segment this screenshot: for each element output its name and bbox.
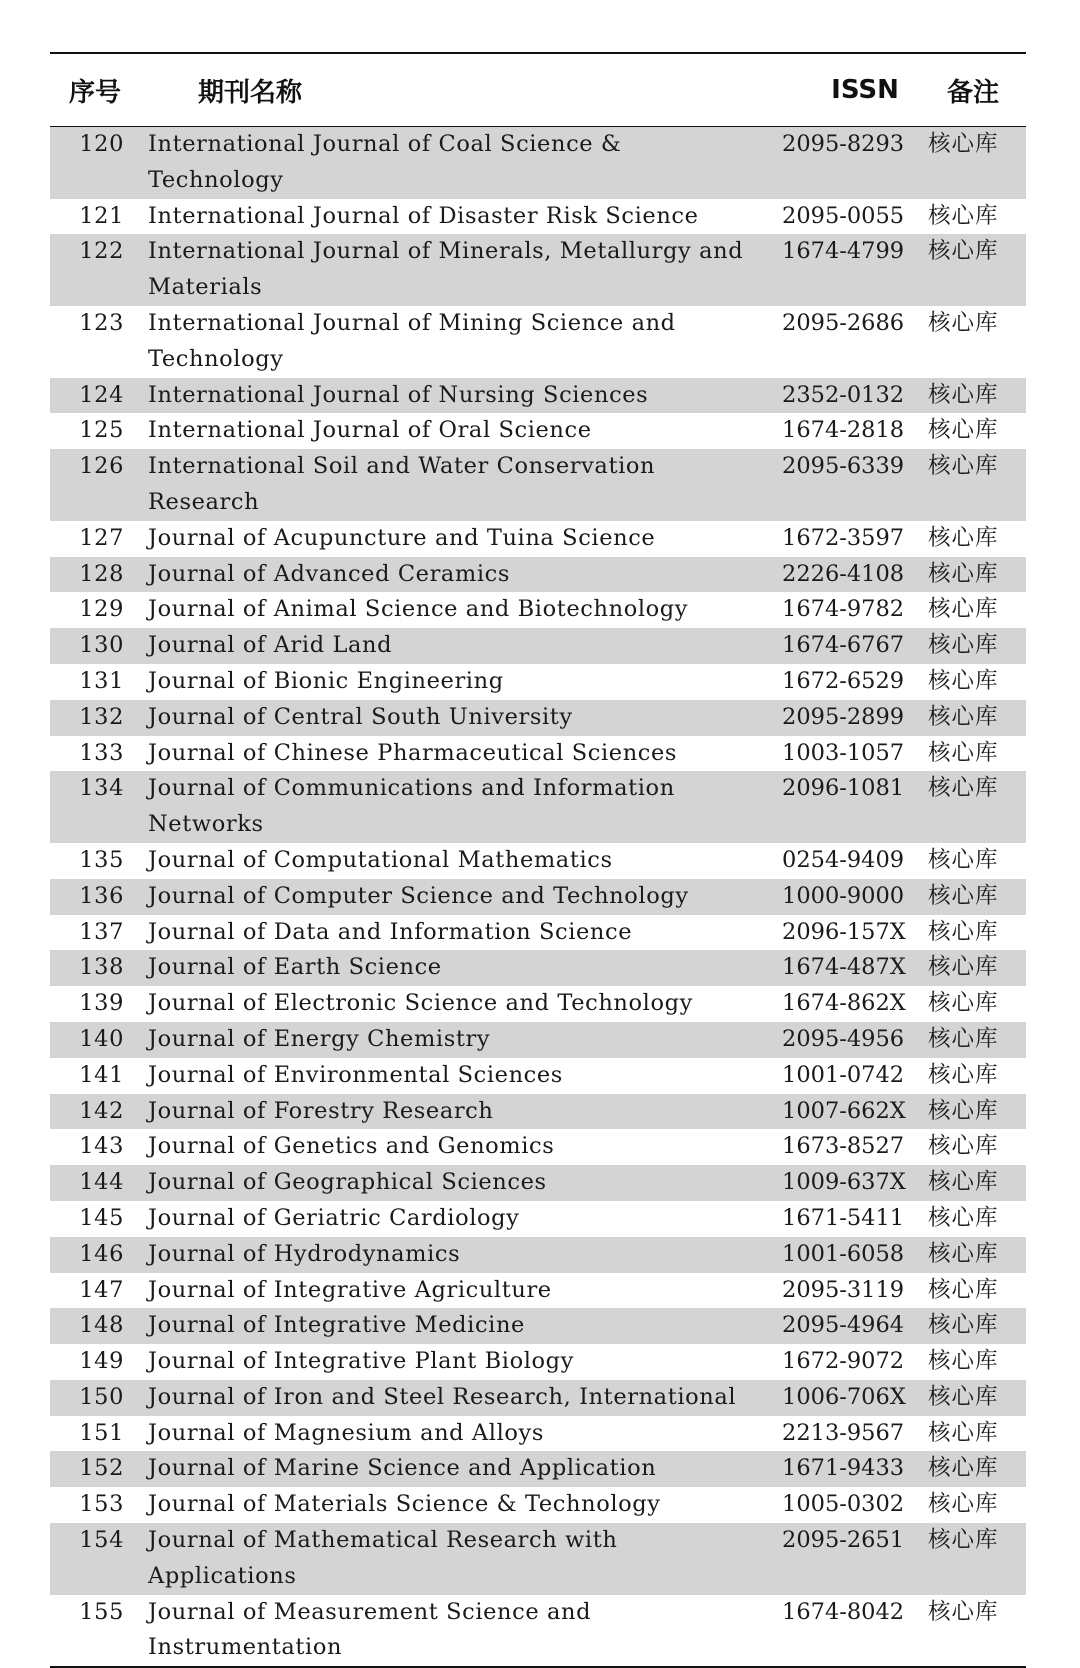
header-note: 备注	[946, 77, 999, 108]
journal-title: Journal of Forestry Research	[148, 1097, 494, 1124]
row-number: 130	[79, 632, 124, 659]
table-row	[50, 1129, 1026, 1165]
note-value: 核心库	[928, 667, 999, 694]
row-number: 123	[79, 309, 124, 336]
note-value: 核心库	[928, 1169, 999, 1196]
journal-title: Journal of Central South University	[148, 703, 573, 730]
journal-title: Journal of Hydrodynamics	[148, 1240, 461, 1267]
issn-value: 1009-637X	[782, 1169, 906, 1196]
table-row	[50, 664, 1026, 700]
issn-value: 2352-0132	[782, 381, 905, 408]
issn-value: 2095-8293	[782, 131, 905, 157]
row-number: 146	[79, 1240, 124, 1267]
table-row	[50, 1094, 1026, 1130]
note-value: 核心库	[928, 596, 999, 623]
row-number: 139	[79, 990, 124, 1017]
table-header	[50, 54, 1026, 126]
note-value: 核心库	[928, 453, 999, 480]
row-number: 129	[79, 596, 124, 623]
table-row	[50, 1344, 1026, 1380]
issn-value: 2095-4964	[782, 1312, 905, 1339]
issn-value: 1674-862X	[782, 990, 906, 1017]
journal-title: Journal of Advanced Ceramics	[148, 560, 511, 587]
issn-value: 2096-1081	[782, 775, 905, 802]
row-number: 142	[79, 1097, 124, 1124]
issn-value: 1672-3597	[782, 524, 905, 551]
journal-title: Journal of Data and Information Science	[148, 918, 633, 945]
journal-title: Journal of Electronic Science and Technology	[148, 990, 693, 1017]
issn-value: 1001-0742	[782, 1061, 905, 1088]
table-row	[50, 700, 1026, 736]
row-number: 145	[79, 1204, 124, 1231]
journal-title: Journal of Measurement Science and Instrumentation	[148, 1598, 592, 1661]
table-row	[50, 736, 1026, 772]
note-value: 核心库	[928, 417, 999, 444]
header-no: 序号	[68, 77, 121, 108]
note-value: 核心库	[928, 1527, 999, 1554]
row-number: 153	[79, 1491, 124, 1518]
note-value: 核心库	[928, 524, 999, 551]
journal-title: Journal of Acupuncture and Tuina Science	[148, 524, 656, 551]
journal-title: Journal of Chinese Pharmaceutical Sciences	[148, 739, 678, 766]
table-row	[50, 771, 1026, 843]
row-number: 127	[79, 524, 124, 551]
row-number: 134	[79, 775, 124, 802]
journal-title: International Journal of Minerals, Metallurgy and Materials	[148, 238, 744, 301]
issn-value: 2095-2686	[782, 309, 905, 336]
row-number: 120	[79, 131, 124, 157]
table-body	[50, 127, 1026, 1666]
journal-title: International Soil and Water Conservation Research	[148, 453, 656, 515]
note-value: 核心库	[928, 1312, 999, 1339]
table-row	[50, 557, 1026, 593]
note-value: 核心库	[928, 309, 999, 336]
note-value: 核心库	[928, 918, 999, 945]
note-value: 核心库	[928, 1598, 999, 1625]
table-row	[50, 413, 1026, 449]
note-value: 核心库	[928, 131, 999, 157]
issn-value: 1674-8042	[782, 1598, 905, 1625]
journal-title: Journal of Genetics and Genomics	[148, 1133, 555, 1160]
journal-title: Journal of Earth Science	[148, 954, 442, 981]
row-number: 140	[79, 1025, 124, 1052]
table-row	[50, 1308, 1026, 1344]
journal-title: International Journal of Coal Science & Technology	[148, 131, 622, 193]
issn-value: 2095-2899	[782, 703, 905, 730]
row-number: 138	[79, 954, 124, 981]
table-row	[50, 1237, 1026, 1273]
note-value: 核心库	[928, 202, 999, 229]
issn-value: 1674-2818	[782, 417, 905, 444]
row-number: 137	[79, 918, 124, 945]
issn-value: 1674-9782	[782, 596, 905, 623]
issn-value: 1001-6058	[782, 1240, 905, 1267]
issn-value: 2095-2651	[782, 1527, 905, 1554]
note-value: 核心库	[928, 954, 999, 981]
issn-value: 2095-4956	[782, 1025, 905, 1052]
table-row	[50, 378, 1026, 414]
journal-table	[50, 52, 1026, 1668]
table-row	[50, 592, 1026, 628]
issn-value: 2096-157X	[782, 918, 906, 945]
journal-title: Journal of Integrative Medicine	[148, 1312, 525, 1339]
issn-value: 1671-5411	[782, 1204, 905, 1231]
row-number: 122	[79, 238, 124, 265]
issn-value: 1673-8527	[782, 1133, 905, 1160]
note-value: 核心库	[928, 560, 999, 587]
issn-value: 1674-4799	[782, 238, 905, 265]
issn-value: 1674-6767	[782, 632, 905, 659]
issn-value: 2095-3119	[782, 1276, 905, 1303]
row-number: 144	[79, 1169, 124, 1196]
journal-title: Journal of Integrative Agriculture	[148, 1276, 552, 1303]
row-number: 149	[79, 1348, 124, 1375]
issn-value: 1671-9433	[782, 1455, 905, 1482]
row-number: 141	[79, 1061, 124, 1088]
table-row	[50, 1022, 1026, 1058]
note-value: 核心库	[928, 1204, 999, 1231]
row-number: 132	[79, 703, 124, 730]
table-row	[50, 1523, 1026, 1595]
row-number: 154	[79, 1527, 124, 1554]
journal-title: International Journal of Oral Science	[148, 417, 592, 444]
row-number: 147	[79, 1276, 124, 1303]
note-value: 核心库	[928, 846, 999, 873]
journal-title: Journal of Marine Science and Application	[148, 1455, 657, 1482]
issn-value: 1672-6529	[782, 667, 905, 694]
note-value: 核心库	[928, 775, 999, 802]
journal-title: Journal of Arid Land	[148, 632, 393, 659]
journal-title: Journal of Geographical Sciences	[148, 1169, 547, 1196]
table-row	[50, 950, 1026, 986]
journal-title: Journal of Magnesium and Alloys	[148, 1419, 544, 1446]
issn-value: 1672-9072	[782, 1348, 905, 1375]
issn-value: 0254-9409	[782, 846, 905, 873]
note-value: 核心库	[928, 632, 999, 659]
issn-value: 2213-9567	[782, 1419, 905, 1446]
table-row	[50, 1380, 1026, 1416]
journal-title: Journal of Integrative Plant Biology	[148, 1348, 574, 1375]
row-number: 131	[79, 667, 124, 694]
note-value: 核心库	[928, 1491, 999, 1518]
table-row	[50, 1487, 1026, 1523]
row-number: 125	[79, 417, 124, 444]
note-value: 核心库	[928, 1455, 999, 1482]
row-number: 152	[79, 1455, 124, 1482]
journal-title: Journal of Animal Science and Biotechnology	[148, 596, 689, 623]
note-value: 核心库	[928, 703, 999, 730]
journal-title: International Journal of Mining Science and Technology	[148, 309, 676, 372]
row-number: 143	[79, 1133, 124, 1160]
note-value: 核心库	[928, 381, 999, 408]
table-row	[50, 1595, 1026, 1667]
journal-title: Journal of Materials Science & Technology	[148, 1491, 661, 1518]
note-value: 核心库	[928, 882, 999, 909]
note-value: 核心库	[928, 1240, 999, 1267]
row-number: 136	[79, 882, 124, 909]
issn-value: 2226-4108	[782, 560, 905, 587]
table-row	[50, 199, 1026, 235]
table-row	[50, 1058, 1026, 1094]
issn-value: 1006-706X	[782, 1383, 906, 1410]
row-number: 133	[79, 739, 124, 766]
issn-value: 1674-487X	[782, 954, 906, 981]
table-row	[50, 1273, 1026, 1309]
journal-title: Journal of Bionic Engineering	[148, 667, 504, 694]
issn-value: 1005-0302	[782, 1491, 905, 1518]
table-row	[50, 1165, 1026, 1201]
journal-title: International Journal of Nursing Sciences	[148, 381, 649, 408]
note-value: 核心库	[928, 1419, 999, 1446]
row-number: 128	[79, 560, 124, 587]
table-row	[50, 1416, 1026, 1452]
row-number: 151	[79, 1419, 124, 1446]
table-row	[50, 843, 1026, 879]
note-value: 核心库	[928, 739, 999, 766]
row-number: 124	[79, 381, 124, 408]
note-value: 核心库	[928, 990, 999, 1017]
journal-title: Journal of Iron and Steel Research, International	[148, 1383, 737, 1410]
table-row	[50, 1451, 1026, 1487]
issn-value: 1000-9000	[782, 882, 905, 909]
row-number: 121	[79, 202, 124, 229]
row-number: 150	[79, 1383, 124, 1410]
table-row	[50, 879, 1026, 915]
journal-title: Journal of Mathematical Research with Applications	[148, 1527, 618, 1589]
note-value: 核心库	[928, 1383, 999, 1410]
table-row	[50, 127, 1026, 199]
issn-value: 1007-662X	[782, 1097, 906, 1124]
row-number: 126	[79, 453, 124, 480]
header-title: 期刊名称	[198, 77, 303, 108]
issn-value: 1003-1057	[782, 739, 905, 766]
issn-value: 2095-6339	[782, 453, 905, 480]
table-row	[50, 1201, 1026, 1237]
note-value: 核心库	[928, 1025, 999, 1052]
header-issn: ISSN	[831, 75, 899, 105]
row-number: 155	[79, 1598, 124, 1625]
journal-title: Journal of Energy Chemistry	[148, 1025, 491, 1052]
table-row	[50, 986, 1026, 1022]
table-row	[50, 628, 1026, 664]
issn-value: 2095-0055	[782, 202, 905, 229]
journal-title: Journal of Communications and Information Networks	[148, 775, 675, 838]
note-value: 核心库	[928, 1133, 999, 1160]
journal-title: Journal of Computer Science and Technology	[148, 882, 689, 909]
table-row	[50, 306, 1026, 378]
note-value: 核心库	[928, 1097, 999, 1124]
table-row	[50, 521, 1026, 557]
table-row	[50, 915, 1026, 951]
journal-title: Journal of Geriatric Cardiology	[148, 1204, 520, 1231]
table-row	[50, 234, 1026, 306]
note-value: 核心库	[928, 1061, 999, 1088]
table-row	[50, 449, 1026, 521]
note-value: 核心库	[928, 1348, 999, 1375]
journal-title: Journal of Environmental Sciences	[148, 1061, 563, 1088]
note-value: 核心库	[928, 238, 999, 265]
row-number: 135	[79, 846, 124, 873]
note-value: 核心库	[928, 1276, 999, 1303]
row-number: 148	[79, 1312, 124, 1339]
journal-title: International Journal of Disaster Risk Science	[148, 202, 699, 229]
journal-title: Journal of Computational Mathematics	[148, 846, 613, 873]
